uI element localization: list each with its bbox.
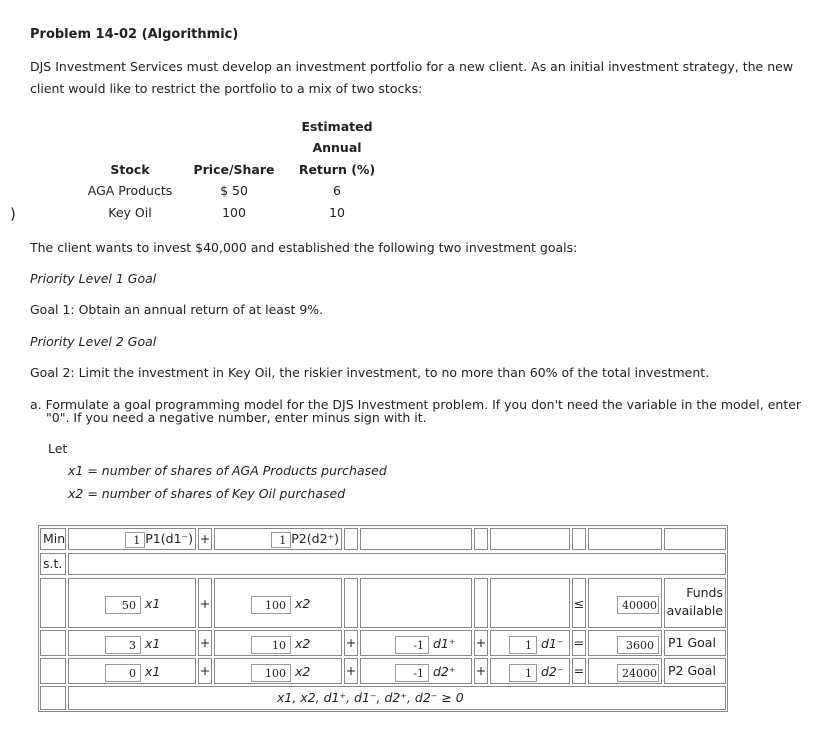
p2-coef-x2-input[interactable]: 100 <box>251 664 291 682</box>
p1-plus-1: + <box>198 630 212 656</box>
priority-1-heading: Priority Level 1 Goal <box>30 271 157 286</box>
problem-title: Problem 14-02 (Algorithmic) <box>30 27 239 42</box>
col-stock: Stock <box>110 162 150 177</box>
p1-relation: = <box>572 630 586 656</box>
p1-dplus-cell <box>360 630 472 656</box>
funds-coef-x1-input[interactable]: 50 <box>105 596 141 614</box>
p2-rhs-cell <box>588 658 662 684</box>
header-annual: Annual <box>312 140 362 155</box>
funds-label-cell <box>664 578 726 628</box>
funds-x1-cell <box>68 578 196 628</box>
col-price: Price/Share <box>193 162 275 177</box>
p1-coef-x1-input[interactable]: 3 <box>105 636 141 654</box>
stock-row-1-name: AGA Products <box>87 183 173 198</box>
invest-text: The client wants to invest $40,000 and established the following two investment goals: <box>30 240 578 255</box>
p2-coef-dplus-input[interactable]: -1 <box>395 664 429 682</box>
funds-label-line-1: Funds <box>686 585 723 600</box>
funds-rhs-cell <box>588 578 662 628</box>
funds-plus: + <box>198 578 212 628</box>
p1-dminus-cell <box>490 630 570 656</box>
p1-var-dplus: d1⁺ <box>432 636 456 651</box>
p2-rhs-input[interactable]: 24000 <box>617 664 659 682</box>
p1-rhs-cell <box>588 630 662 656</box>
stock-row-1-price: $ 50 <box>220 183 248 198</box>
p2-x1-cell <box>68 658 196 684</box>
nonneg-cell <box>68 686 726 710</box>
p1-var-dminus: d1⁻ <box>540 636 564 651</box>
p1-var-x1: x1 <box>144 636 161 651</box>
side-marker: ) <box>10 205 16 223</box>
p1-coef-dminus-input[interactable]: 1 <box>509 636 537 654</box>
p1-var-x2: x2 <box>294 636 311 651</box>
funds-var-x2: x2 <box>294 596 311 611</box>
funds-rhs-input[interactable]: 40000 <box>617 596 659 614</box>
p1-plus-2: + <box>344 630 358 656</box>
funds-relation: ≤ <box>572 578 586 628</box>
p2-x2-cell <box>214 658 342 684</box>
header-estimated: Estimated <box>301 119 373 134</box>
min-label: Min <box>43 531 66 546</box>
p2-plus-3: + <box>474 658 488 684</box>
p1-plus-3: + <box>474 630 488 656</box>
nonneg-constraint: x1, x2, d1⁺, d1⁻, d2⁺, d2⁻ ≥ 0 <box>277 690 464 705</box>
x1-definition: x1 = number of shares of AGA Products purchased <box>68 463 387 478</box>
obj-coef-2-input[interactable]: 1 <box>271 532 291 548</box>
funds-label-line-2: available <box>666 603 723 618</box>
let-label: Let <box>48 441 68 456</box>
intro-line-2: client would like to restrict the portfolio to a mix of two stocks: <box>30 81 423 96</box>
p1-label: P1 Goal <box>664 630 726 656</box>
min-label-cell <box>40 528 66 550</box>
p1-x2-cell <box>214 630 342 656</box>
stock-row-1-return: 6 <box>333 183 341 198</box>
p1-rhs-input[interactable]: 3600 <box>617 636 659 654</box>
p2-relation: = <box>572 658 586 684</box>
question-line-2: "0". If you need a negative number, enter minus sign with it. <box>46 410 427 425</box>
p1-coef-dplus-input[interactable]: -1 <box>395 636 429 654</box>
p2-dminus-cell <box>490 658 570 684</box>
p2-plus-2: + <box>344 658 358 684</box>
p2-coef-x1-input[interactable]: 0 <box>105 664 141 682</box>
st-label: s.t. <box>43 556 63 571</box>
stock-row-2-return: 10 <box>329 205 345 220</box>
p1-x1-cell <box>68 630 196 656</box>
p2-dplus-cell <box>360 658 472 684</box>
p2-var-dplus: d2⁺ <box>432 664 456 679</box>
goal-2-text: Goal 2: Limit the investment in Key Oil, the riskier investment, to no more than 60% of the total investment. <box>30 365 710 380</box>
funds-coef-x2-input[interactable]: 100 <box>251 596 291 614</box>
goal-1-text: Goal 1: Obtain an annual return of at least 9%. <box>30 302 324 317</box>
obj-term-1-cell <box>68 528 196 550</box>
st-label-cell <box>40 553 66 575</box>
p2-var-dminus: d2⁻ <box>540 664 564 679</box>
obj-term-2-cell <box>214 528 342 550</box>
x2-definition: x2 = number of shares of Key Oil purchased <box>68 486 346 501</box>
p2-label: P2 Goal <box>664 658 726 684</box>
obj-term-2: P2(d2⁺) <box>291 531 339 546</box>
stock-row-2-price: 100 <box>222 205 246 220</box>
p1-coef-x2-input[interactable]: 10 <box>251 636 291 654</box>
priority-2-heading: Priority Level 2 Goal <box>30 334 157 349</box>
obj-term-1: P1(d1⁻) <box>145 531 193 546</box>
p2-var-x1: x1 <box>144 664 161 679</box>
funds-var-x1: x1 <box>144 596 161 611</box>
intro-line-1: DJS Investment Services must develop an investment portfolio for a new client. As an initial investment strategy, the new <box>30 59 794 74</box>
obj-coef-1-input[interactable]: 1 <box>125 532 145 548</box>
p2-coef-dminus-input[interactable]: 1 <box>509 664 537 682</box>
funds-x2-cell <box>214 578 342 628</box>
p2-var-x2: x2 <box>294 664 311 679</box>
p2-plus-1: + <box>198 658 212 684</box>
col-return: Return (%) <box>298 162 376 177</box>
question-line-1: a. Formulate a goal programming model for the DJS Investment problem. If you don't need the variable in the model, enter <box>30 397 802 412</box>
obj-plus: + <box>198 528 212 550</box>
stock-row-2-name: Key Oil <box>108 205 152 220</box>
